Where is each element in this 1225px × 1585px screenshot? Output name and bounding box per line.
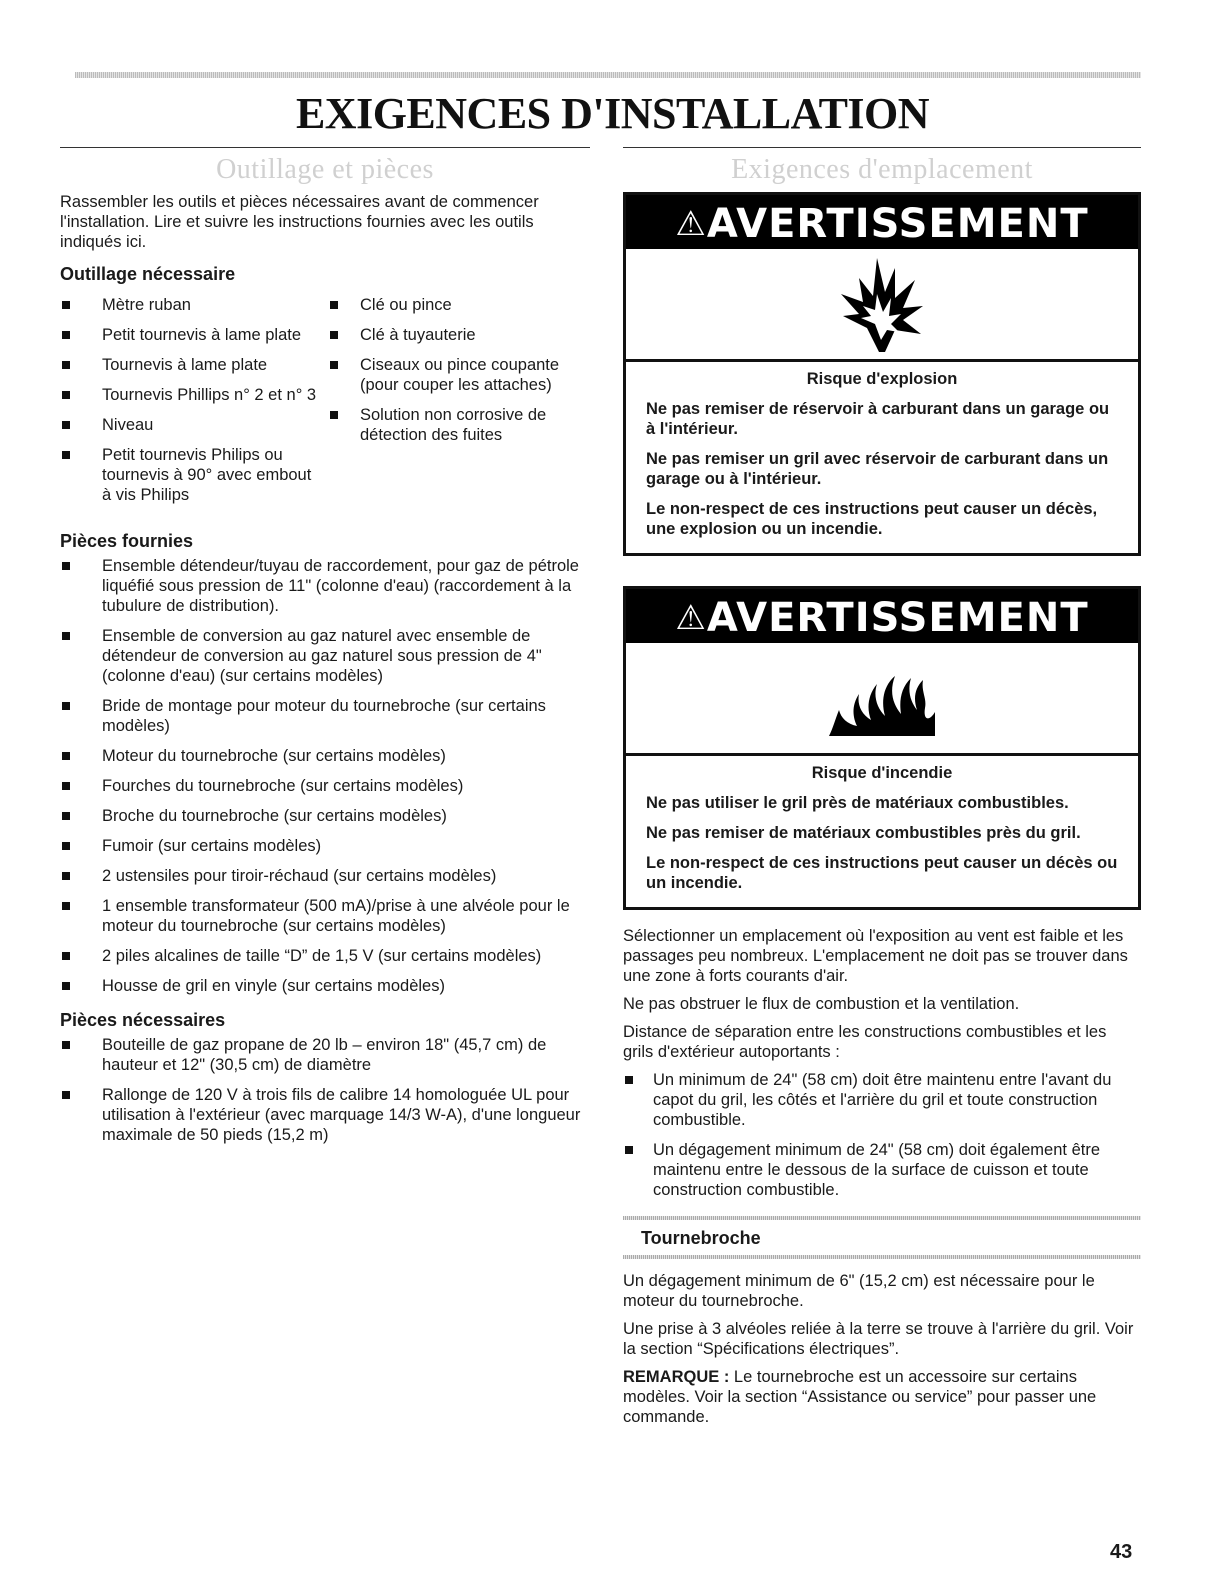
- bullet-icon: [62, 632, 70, 640]
- list-item: Ensemble détendeur/tuyau de raccordement, pour gaz de pétrole liquéfié sous pression de 11" (colonne d'eau) (raccordement à la tubulure de distribution).: [60, 556, 590, 616]
- section-title-location: Exigences d'emplacement: [731, 154, 1033, 185]
- warning-line: Ne pas utiliser le gril près de matériaux combustibles.: [646, 794, 1069, 812]
- right-column: [623, 147, 1141, 1435]
- note-label: REMARQUE :: [623, 1368, 730, 1386]
- list-item: Bride de montage pour moteur du tournebroche (sur certains modèles): [60, 696, 590, 736]
- list-item: Housse de gril en vinyle (sur certains modèles): [60, 976, 590, 996]
- section-rule: [623, 147, 1141, 148]
- list-item: Bouteille de gaz propane de 20 lb – environ 18" (45,7 cm) de hauteur et 12" (30,5 cm) de diamètre: [60, 1035, 590, 1075]
- list-item: 2 ustensiles pour tiroir-réchaud (sur certains modèles): [60, 866, 590, 886]
- clearance-list: [623, 1070, 1141, 1200]
- page-title: EXIGENCES D'INSTALLATION: [295, 89, 930, 138]
- supplied-list: [60, 556, 590, 996]
- list-item: Ciseaux ou pince coupante (pour couper les attaches): [328, 355, 590, 395]
- left-column: [60, 147, 590, 1155]
- bullet-icon: [62, 391, 70, 399]
- rotisserie-heading: Tournebroche: [641, 1228, 761, 1248]
- intro-text: Rassembler les outils et pièces nécessaires avant de commencer l'installation. Lire et suivre les instructions fournies avec les outils indiqués ici.: [60, 193, 539, 251]
- warning-header: ⚠AVERTISSEMENT: [626, 195, 1138, 249]
- location-paragraph: Distance de séparation entre les constructions combustibles et les grils d'extérieur autoportants :: [623, 1023, 1107, 1061]
- bullet-icon: [62, 301, 70, 309]
- bullet-icon: [62, 812, 70, 820]
- list-item: Mètre ruban: [60, 295, 322, 315]
- warning-triangle-icon: ⚠: [675, 204, 707, 244]
- page-number: 43: [1110, 1541, 1133, 1563]
- list-item: Solution non corrosive de détection des fuites: [328, 405, 590, 445]
- bullet-icon: [62, 702, 70, 710]
- subsection-rule: [623, 1255, 1141, 1259]
- bullet-icon: [62, 752, 70, 760]
- warning-box-fire: [623, 586, 1141, 910]
- tools-column-2: [322, 295, 590, 515]
- bullet-icon: [330, 361, 338, 369]
- tools-list: [60, 295, 590, 515]
- bullet-icon: [62, 451, 70, 459]
- warning-line: Ne pas remiser de réservoir à carburant dans un garage ou à l'intérieur.: [646, 400, 1110, 438]
- section-rule: [60, 147, 590, 148]
- list-item: 1 ensemble transformateur (500 mA)/prise à une alvéole pour le moteur du tournebroche (sur certains modèles): [60, 896, 590, 936]
- bullet-icon: [62, 421, 70, 429]
- location-paragraph: Ne pas obstruer le flux de combustion et la ventilation.: [623, 995, 1020, 1013]
- bullet-icon: [62, 952, 70, 960]
- list-item: Clé à tuyauterie: [328, 325, 590, 345]
- list-item: Clé ou pince: [328, 295, 590, 315]
- list-item: Petit tournevis Philips ou tournevis à 90° avec embout à vis Philips: [60, 445, 322, 505]
- tools-column-1: [60, 295, 322, 515]
- warning-box-explosion: [623, 192, 1141, 556]
- bullet-icon: [62, 842, 70, 850]
- warning-triangle-icon: ⚠: [675, 598, 707, 638]
- bullet-icon: [62, 782, 70, 790]
- bullet-icon: [625, 1146, 633, 1154]
- list-item: Tournevis Phillips n° 2 et n° 3: [60, 385, 322, 405]
- location-paragraph: Sélectionner un emplacement où l'exposition au vent est faible et les passages peu nombreux. L'emplacement ne doit pas se trouver dans une zone à forts courants d'air.: [623, 927, 1128, 985]
- list-item: Ensemble de conversion au gaz naturel avec ensemble de détendeur de conversion au gaz naturel sous pression de 4" (colonne d'eau) (sur certains modèles): [60, 626, 590, 686]
- note-text: Le tournebroche est un accessoire sur certains modèles. Voir la section “Assistance ou service” pour passer une commande.: [623, 1368, 1097, 1426]
- hazard-title: Risque d'incendie: [811, 764, 953, 782]
- list-item: Un minimum de 24" (58 cm) doit être maintenu entre l'avant du capot du gril, les côtés et l'arrière du gril et toute construction combustible.: [623, 1070, 1141, 1130]
- hazard-title: Risque d'explosion: [806, 370, 958, 388]
- list-item: Niveau: [60, 415, 322, 435]
- bullet-icon: [330, 331, 338, 339]
- needed-heading: Pièces nécessaires: [60, 1010, 226, 1030]
- bullet-icon: [62, 331, 70, 339]
- bullet-icon: [62, 872, 70, 880]
- bullet-icon: [625, 1076, 633, 1084]
- list-item: Fourches du tournebroche (sur certains modèles): [60, 776, 590, 796]
- bullet-icon: [330, 301, 338, 309]
- bullet-icon: [62, 982, 70, 990]
- warning-line: Le non-respect de ces instructions peut causer un décès, une explosion ou un incendie.: [646, 500, 1098, 538]
- rotisserie-paragraph: Un dégagement minimum de 6" (15,2 cm) est nécessaire pour le moteur du tournebroche.: [623, 1272, 1095, 1310]
- warning-line: Le non-respect de ces instructions peut causer un décès ou un incendie.: [646, 854, 1118, 892]
- list-item: Tournevis à lame plate: [60, 355, 322, 375]
- rotisserie-paragraph: Une prise à 3 alvéoles reliée à la terre se trouve à l'arrière du gril. Voir la section “Spécifications électriques”.: [623, 1320, 1134, 1358]
- bullet-icon: [62, 1041, 70, 1049]
- section-title-tools: Outillage et pièces: [216, 154, 434, 185]
- top-rule: [75, 72, 1141, 78]
- bullet-icon: [62, 562, 70, 570]
- list-item: Petit tournevis à lame plate: [60, 325, 322, 345]
- warning-line: Ne pas remiser un gril avec réservoir de carburant dans un garage ou à l'intérieur.: [646, 450, 1109, 488]
- bullet-icon: [62, 902, 70, 910]
- list-item: Moteur du tournebroche (sur certains modèles): [60, 746, 590, 766]
- note-paragraph: [623, 1367, 1141, 1427]
- list-item: Un dégagement minimum de 24" (58 cm) doit également être maintenu entre le dessous de la surface de cuisson et toute construction combustible.: [623, 1140, 1141, 1200]
- explosion-icon: [626, 249, 1138, 362]
- bullet-icon: [330, 411, 338, 419]
- warning-line: Ne pas remiser de matériaux combustibles près du gril.: [646, 824, 1081, 842]
- supplied-heading: Pièces fournies: [60, 531, 194, 551]
- list-item: 2 piles alcalines de taille “D” de 1,5 V (sur certains modèles): [60, 946, 590, 966]
- bullet-icon: [62, 361, 70, 369]
- list-item: Rallonge de 120 V à trois fils de calibre 14 homologuée UL pour utilisation à l'extérieur (avec marquage 14/3 W-A), d'une longueur maximale de 50 pieds (15,2 m): [60, 1085, 590, 1145]
- fire-icon: [626, 643, 1138, 756]
- bullet-icon: [62, 1091, 70, 1099]
- list-item: Fumoir (sur certains modèles): [60, 836, 590, 856]
- warning-body: [626, 362, 1138, 553]
- warning-header: ⚠AVERTISSEMENT: [626, 589, 1138, 643]
- tools-heading: Outillage nécessaire: [60, 264, 236, 284]
- list-item: Broche du tournebroche (sur certains modèles): [60, 806, 590, 826]
- warning-body: [626, 756, 1138, 907]
- needed-list: [60, 1035, 590, 1145]
